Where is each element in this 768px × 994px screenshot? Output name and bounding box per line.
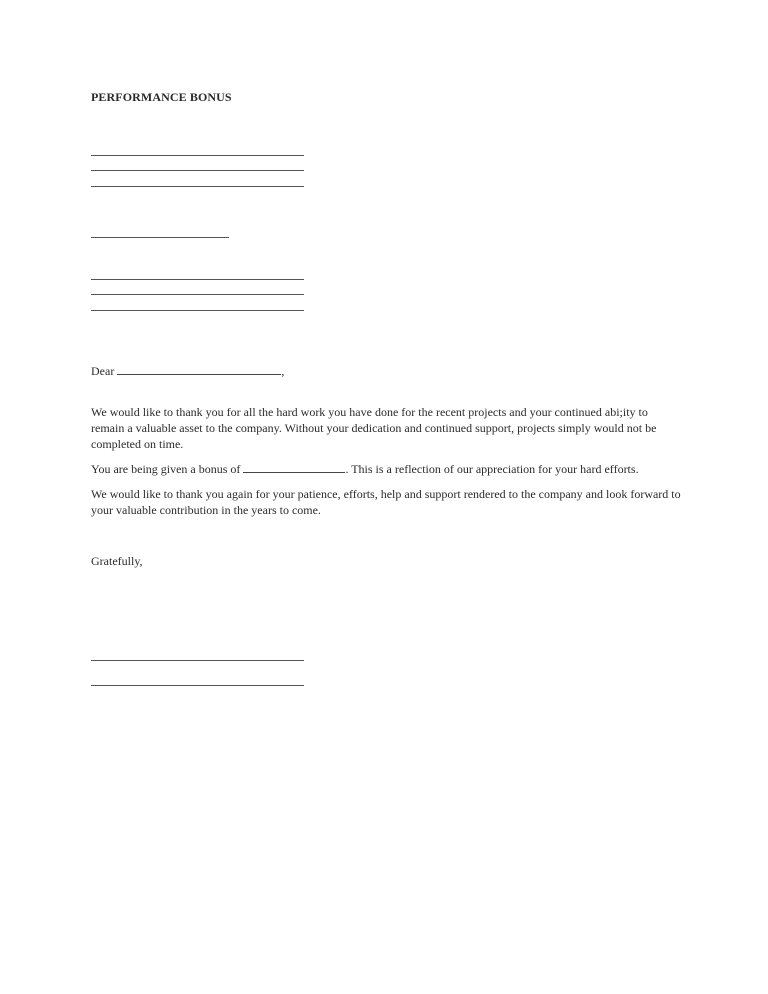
bonus-paragraph bbox=[91, 461, 681, 477]
signer-name-line[interactable] bbox=[91, 685, 304, 686]
salutation-suffix: , bbox=[281, 364, 285, 378]
recipient-address-line-2[interactable] bbox=[91, 294, 304, 295]
recipient-name-blank[interactable] bbox=[117, 363, 281, 375]
date-line[interactable] bbox=[91, 237, 229, 238]
salutation bbox=[91, 363, 284, 379]
recipient-address-line-3[interactable] bbox=[91, 310, 304, 311]
signoff: Gratefully, bbox=[91, 554, 143, 568]
body-paragraph-1: We would like to thank you for all the hard work you have done for the recent projects and your continued abi;ity to remain a valuable asset to the company. Without your dedication and continued support, projects simply would not be completed on time. bbox=[91, 405, 657, 451]
document-title: PERFORMANCE BONUS bbox=[91, 90, 232, 104]
salutation-prefix: Dear bbox=[91, 364, 115, 378]
bonus-amount-blank[interactable] bbox=[243, 461, 345, 473]
signature-line[interactable] bbox=[91, 660, 304, 661]
sender-address-line-1[interactable] bbox=[91, 155, 304, 156]
recipient-address-line-1[interactable] bbox=[91, 279, 304, 280]
sender-address-line-3[interactable] bbox=[91, 186, 304, 187]
bonus-text-after: . This is a reflection of our appreciation for your hard efforts. bbox=[345, 462, 639, 476]
bonus-text-before: You are being given a bonus of bbox=[91, 462, 241, 476]
closing-paragraph: We would like to thank you again for your patience, efforts, help and support rendered to the company and look forward to your valuable contribution in the years to come. bbox=[91, 487, 681, 517]
sender-address-line-2[interactable] bbox=[91, 170, 304, 171]
